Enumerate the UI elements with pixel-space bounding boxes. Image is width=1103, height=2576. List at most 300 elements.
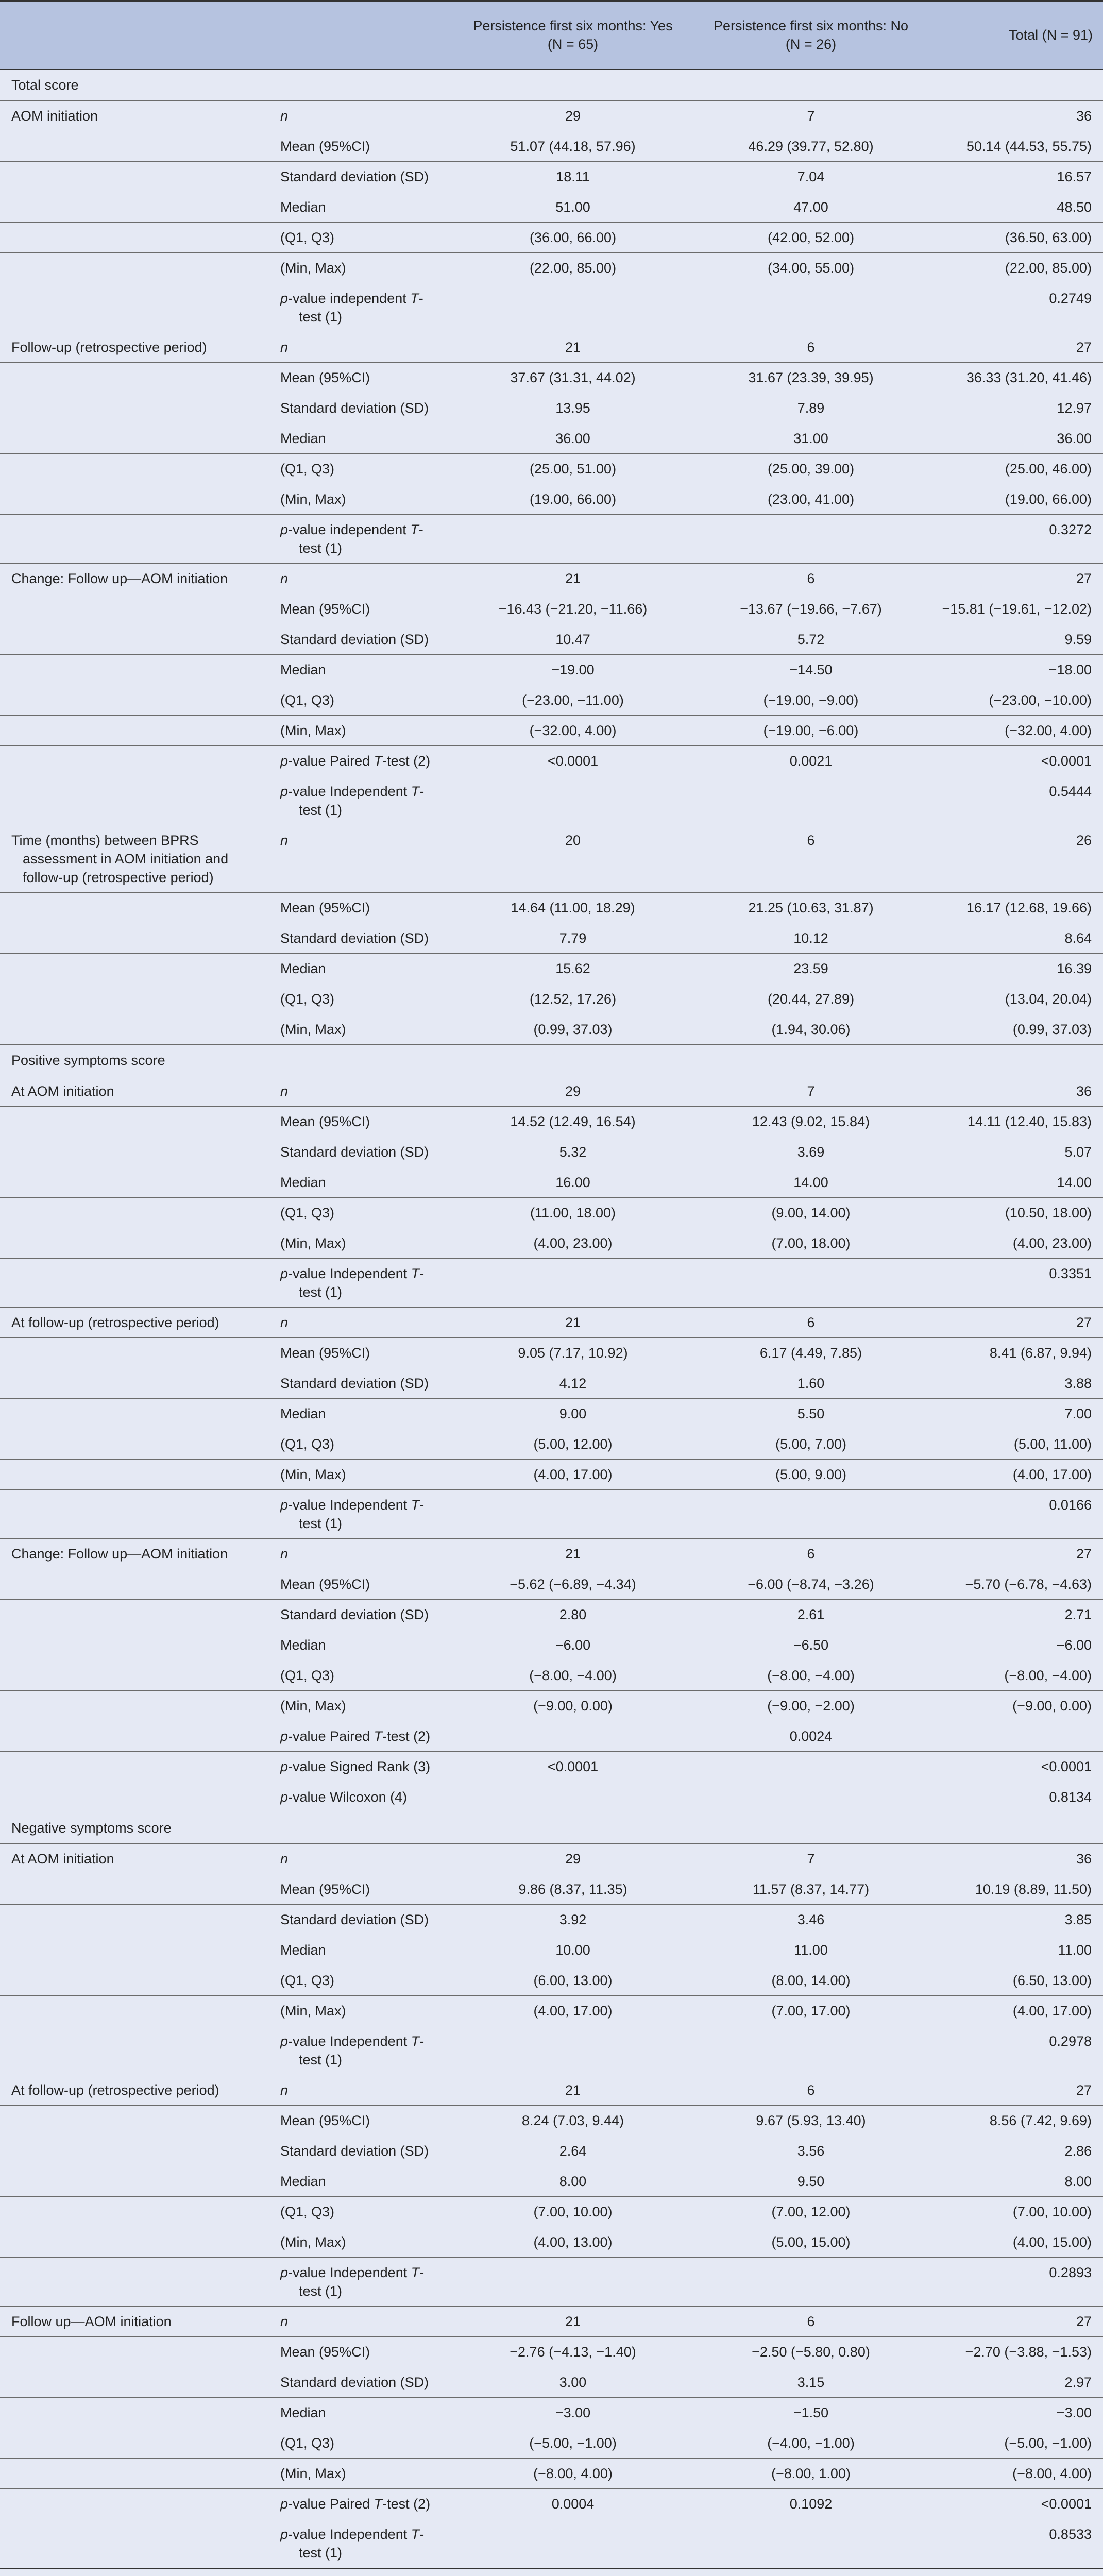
value-total: −18.00 xyxy=(1048,662,1092,677)
group-label xyxy=(0,2136,276,2166)
statistic-label xyxy=(276,1489,453,1538)
value-yes: (12.52, 17.26) xyxy=(529,991,617,1007)
value-total: 8.56 (7.42, 9.69) xyxy=(989,2112,1092,2128)
value-no: (−8.00, −4.00) xyxy=(767,1667,855,1683)
value-yes: 5.32 xyxy=(559,1144,587,1160)
value-yes: (−9.00, 0.00) xyxy=(533,1698,613,1714)
value-yes xyxy=(453,776,692,825)
value-no: (42.00, 52.00) xyxy=(767,229,855,245)
value-yes: (−5.00, −1.00) xyxy=(529,2435,617,2451)
table-row xyxy=(0,2336,1103,2367)
table-row xyxy=(0,1995,1103,2026)
value-yes: 21 xyxy=(565,570,581,586)
table-row xyxy=(0,1368,1103,1398)
table-row xyxy=(0,2488,1103,2519)
value-total: <0.0001 xyxy=(1041,1758,1092,1774)
value-total: 16.17 (12.68, 19.66) xyxy=(966,900,1092,916)
statistic-label: (Q1, Q3) xyxy=(280,1436,335,1452)
value-total: 0.8533 xyxy=(1049,2526,1092,2542)
value-total: 27 xyxy=(1076,2313,1092,2329)
group-label xyxy=(0,1489,276,1538)
value-total: 5.07 xyxy=(1064,1144,1092,1160)
value-total: (0.99, 37.03) xyxy=(1012,1021,1092,1037)
table-row xyxy=(0,2196,1103,2227)
value-total: (−8.00, 4.00) xyxy=(1012,2465,1092,2481)
value-total: 14.11 (12.40, 15.83) xyxy=(967,1113,1092,1129)
statistic-text: -value Independent T-test (1) xyxy=(288,2526,425,2561)
value-yes: <0.0001 xyxy=(547,753,599,769)
value-no: 46.29 (39.77, 52.80) xyxy=(748,138,874,154)
table-row xyxy=(0,283,1103,332)
table-row xyxy=(0,1965,1103,1995)
value-total: (4.00, 15.00) xyxy=(1012,2234,1092,2250)
value-yes: 21 xyxy=(565,2082,581,2098)
group-label xyxy=(0,1228,276,1258)
value-total: (25.00, 46.00) xyxy=(1005,461,1092,477)
section-title: Positive symptoms score xyxy=(11,1052,165,1068)
value-total: (22.00, 85.00) xyxy=(1005,260,1092,276)
value-no: (−19.00, −9.00) xyxy=(763,692,859,708)
value-total: −6.00 xyxy=(1056,1637,1092,1653)
table-row xyxy=(0,393,1103,423)
statistic-label: Standard deviation (SD) xyxy=(280,168,429,184)
group-label xyxy=(0,1935,276,1965)
value-total: 0.2893 xyxy=(1049,2264,1092,2280)
value-total: 0.3351 xyxy=(1049,1265,1092,1281)
value-yes: 9.00 xyxy=(559,1405,587,1421)
statistic-label: Median xyxy=(280,1942,326,1958)
value-no: −14.50 xyxy=(789,662,833,677)
group-label: At follow-up (retrospective period) xyxy=(11,1314,219,1330)
group-label xyxy=(0,1599,276,1630)
group-label xyxy=(0,984,276,1014)
value-no: 7.04 xyxy=(797,168,825,184)
value-no: 6 xyxy=(807,1546,815,1562)
statistic-label: Mean (95%CI) xyxy=(280,1881,370,1897)
value-total: (−8.00, −4.00) xyxy=(1004,1667,1092,1683)
value-yes: (19.00, 66.00) xyxy=(529,491,617,507)
value-no xyxy=(692,2257,929,2306)
statistic-label: Median xyxy=(280,2404,326,2420)
statistic-label: n xyxy=(280,108,289,124)
table-row xyxy=(0,332,1103,362)
value-yes: 2.80 xyxy=(559,1606,587,1622)
value-no: 0.0024 xyxy=(789,1728,833,1744)
group-label xyxy=(0,1751,276,1782)
table-row xyxy=(0,563,1103,594)
statistic-label: Median xyxy=(280,1637,326,1653)
group-label xyxy=(0,192,276,222)
header-persistence-yes xyxy=(453,1,692,69)
value-no: (−19.00, −6.00) xyxy=(763,722,859,738)
statistic-text: -value Independent T-test (1) xyxy=(288,2033,425,2067)
value-no: 12.43 (9.02, 15.84) xyxy=(752,1113,870,1129)
table-header xyxy=(0,1,1103,69)
group-label xyxy=(0,1904,276,1935)
group-label xyxy=(0,1197,276,1228)
value-yes xyxy=(453,1258,692,1307)
group-label xyxy=(0,2257,276,2306)
table-row xyxy=(0,1782,1103,1812)
statistic-label xyxy=(276,2257,453,2306)
statistic-text: -value Paired T-test (2) xyxy=(288,753,431,769)
group-label: Change: Follow up—AOM initiation xyxy=(11,570,228,586)
value-yes: (22.00, 85.00) xyxy=(529,260,617,276)
statistic-label: (Q1, Q3) xyxy=(280,2435,335,2451)
group-label xyxy=(0,252,276,283)
value-yes: (36.00, 66.00) xyxy=(529,229,617,245)
value-yes: (5.00, 12.00) xyxy=(533,1436,613,1452)
table-row xyxy=(0,1014,1103,1044)
group-label xyxy=(0,2458,276,2488)
value-yes: −2.76 (−4.13, −1.40) xyxy=(510,2344,636,2360)
value-total: 0.8134 xyxy=(1049,1789,1092,1805)
value-total: (4.00, 17.00) xyxy=(1012,1466,1092,1482)
value-yes: (11.00, 18.00) xyxy=(530,1205,616,1221)
value-no xyxy=(692,2519,929,2568)
header-blank-2 xyxy=(276,1,453,69)
p-symbol: p xyxy=(280,1789,289,1805)
value-no: (1.94, 30.06) xyxy=(771,1021,851,1037)
group-label xyxy=(0,2397,276,2428)
value-total: 2.71 xyxy=(1064,1606,1092,1622)
statistic-label: n xyxy=(280,2313,289,2329)
table-row xyxy=(0,1307,1103,1337)
table-row xyxy=(0,1690,1103,1721)
table-row xyxy=(0,484,1103,514)
p-symbol: p xyxy=(280,2526,289,2542)
value-total: 27 xyxy=(1076,1314,1092,1330)
statistic-label: Median xyxy=(280,960,326,976)
table-row xyxy=(0,1751,1103,1782)
table-row xyxy=(0,715,1103,745)
table-row xyxy=(0,594,1103,624)
value-total: 3.88 xyxy=(1064,1375,1092,1391)
value-no: (−9.00, −2.00) xyxy=(767,1698,855,1714)
value-total: 27 xyxy=(1076,2082,1092,2098)
group-label xyxy=(0,1569,276,1599)
statistic-label: Mean (95%CI) xyxy=(280,1345,370,1361)
table-row xyxy=(0,953,1103,984)
statistic-label: (Q1, Q3) xyxy=(280,692,335,708)
value-total: −2.70 (−3.88, −1.53) xyxy=(965,2344,1092,2360)
statistic-label xyxy=(276,1258,453,1307)
statistic-text: -value Independent T-test (1) xyxy=(288,1497,425,1531)
group-label xyxy=(0,1337,276,1368)
table-row xyxy=(0,2367,1103,2397)
value-no: 9.67 (5.93, 13.40) xyxy=(756,2112,866,2128)
table-row xyxy=(0,923,1103,953)
value-total: 7.00 xyxy=(1064,1405,1092,1421)
table-row xyxy=(0,423,1103,453)
statistic-label: (Min, Max) xyxy=(280,2234,346,2250)
table-row xyxy=(0,2397,1103,2428)
header-no-label: Persistence first six months: No xyxy=(713,18,909,33)
value-yes: 16.00 xyxy=(555,1174,590,1190)
table-row xyxy=(0,1106,1103,1137)
value-total: 36 xyxy=(1076,108,1092,124)
statistic-label: n xyxy=(280,339,289,355)
header-yes-n: (N = 65) xyxy=(547,36,599,52)
value-no: (20.44, 27.89) xyxy=(767,991,855,1007)
table-row xyxy=(0,2075,1103,2105)
value-total: (10.50, 18.00) xyxy=(1005,1205,1092,1221)
value-no: 11.57 (8.37, 14.77) xyxy=(752,1881,870,1897)
value-no: 21.25 (10.63, 31.87) xyxy=(748,900,874,916)
statistic-text: -value independent T-test (1) xyxy=(288,521,423,556)
value-yes: (−23.00, −11.00) xyxy=(522,692,624,708)
group-label xyxy=(0,654,276,685)
statistic-label: (Min, Max) xyxy=(280,1466,346,1482)
header-total-label: Total xyxy=(1009,27,1039,43)
statistic-label: Standard deviation (SD) xyxy=(280,1606,429,1622)
value-total xyxy=(929,1721,1103,1751)
value-total: −5.70 (−6.78, −4.63) xyxy=(965,1576,1092,1592)
section-row xyxy=(0,1044,1103,1076)
p-symbol: p xyxy=(280,2264,289,2280)
value-total: 16.39 xyxy=(1057,960,1092,976)
value-total: 0.3272 xyxy=(1049,521,1092,537)
p-symbol: p xyxy=(280,521,289,537)
group-label xyxy=(0,1630,276,1660)
value-yes: −16.43 (−21.20, −11.66) xyxy=(498,601,648,617)
table-row xyxy=(0,745,1103,776)
value-no: (5.00, 15.00) xyxy=(771,2234,851,2250)
value-total: 26 xyxy=(1076,832,1092,848)
value-total: 0.2978 xyxy=(1049,2033,1092,2049)
p-symbol: p xyxy=(280,1758,289,1774)
table-row xyxy=(0,1429,1103,1459)
value-total: 48.50 xyxy=(1057,199,1092,215)
table-row xyxy=(0,1569,1103,1599)
statistic-label: (Min, Max) xyxy=(280,1698,346,1714)
value-total: (4.00, 23.00) xyxy=(1012,1235,1092,1251)
statistic-label: Median xyxy=(280,430,326,446)
table-row xyxy=(0,1337,1103,1368)
group-label xyxy=(0,2166,276,2196)
statistic-label: (Min, Max) xyxy=(280,260,346,276)
value-total: 8.00 xyxy=(1064,2173,1092,2189)
value-no: (−4.00, −1.00) xyxy=(767,2435,855,2451)
group-label: AOM initiation xyxy=(11,108,98,124)
value-total: (−5.00, −1.00) xyxy=(1004,2435,1092,2451)
value-total: (13.04, 20.04) xyxy=(1005,991,1092,1007)
value-total: 0.0166 xyxy=(1049,1497,1092,1513)
value-no xyxy=(692,1489,929,1538)
table-row xyxy=(0,2458,1103,2488)
group-label xyxy=(0,453,276,484)
table-row xyxy=(0,453,1103,484)
value-no: 9.50 xyxy=(797,2173,825,2189)
table-row xyxy=(0,252,1103,283)
group-label xyxy=(0,1459,276,1489)
table-row xyxy=(0,2306,1103,2336)
value-no: (7.00, 17.00) xyxy=(771,2003,851,2019)
value-yes: 37.67 (31.31, 44.02) xyxy=(510,369,636,385)
statistic-label: Standard deviation (SD) xyxy=(280,930,429,946)
statistic-label: (Q1, Q3) xyxy=(280,229,335,245)
value-no: −2.50 (−5.80, 0.80) xyxy=(752,2344,870,2360)
value-yes: 21 xyxy=(565,2313,581,2329)
value-no: 5.72 xyxy=(797,631,825,647)
value-no: 7.89 xyxy=(797,400,825,416)
value-total: 36 xyxy=(1076,1851,1092,1867)
value-yes: 10.47 xyxy=(555,631,590,647)
table-row xyxy=(0,362,1103,393)
table-row xyxy=(0,1076,1103,1106)
statistic-label: n xyxy=(280,1083,289,1099)
statistic-label: n xyxy=(280,1851,289,1867)
table-row xyxy=(0,776,1103,825)
table-row xyxy=(0,222,1103,252)
group-label: At AOM initiation xyxy=(11,1083,114,1099)
group-label xyxy=(0,514,276,563)
statistic-label: Mean (95%CI) xyxy=(280,138,370,154)
statistic-label: n xyxy=(280,1314,289,1330)
value-no xyxy=(692,514,929,563)
value-yes: 9.86 (8.37, 11.35) xyxy=(518,1881,627,1897)
statistic-label xyxy=(276,745,453,776)
group-label xyxy=(0,1106,276,1137)
statistic-label xyxy=(276,514,453,563)
p-symbol: p xyxy=(280,290,289,306)
value-no: 31.67 (23.39, 39.95) xyxy=(748,369,874,385)
section-title: Total score xyxy=(11,77,79,93)
statistic-label xyxy=(276,2519,453,2568)
value-no: 6 xyxy=(807,1314,815,1330)
value-total: 27 xyxy=(1076,339,1092,355)
statistic-label: Mean (95%CI) xyxy=(280,1576,370,1592)
value-yes: 3.92 xyxy=(559,1911,587,1927)
statistic-text: -value Independent T-test (1) xyxy=(288,1265,425,1300)
value-yes: (6.00, 13.00) xyxy=(533,1972,613,1988)
value-total: 50.14 (44.53, 55.75) xyxy=(966,138,1092,154)
p-symbol: p xyxy=(280,2033,289,2049)
table-row xyxy=(0,1874,1103,1904)
statistic-label: Median xyxy=(280,199,326,215)
value-yes: 14.52 (12.49, 16.54) xyxy=(510,1113,636,1129)
value-total: (4.00, 17.00) xyxy=(1012,2003,1092,2019)
header-no-n: (N = 26) xyxy=(785,36,837,52)
table-row xyxy=(0,1228,1103,1258)
statistic-label: Median xyxy=(280,662,326,677)
statistic-label: (Q1, Q3) xyxy=(280,1667,335,1683)
group-label xyxy=(0,1368,276,1398)
value-yes: 7.79 xyxy=(559,930,587,946)
group-label xyxy=(0,222,276,252)
statistic-label: Mean (95%CI) xyxy=(280,2344,370,2360)
group-label xyxy=(0,953,276,984)
value-yes: 18.11 xyxy=(556,168,590,184)
value-total: 3.85 xyxy=(1064,1911,1092,1927)
statistic-label: n xyxy=(280,1546,289,1562)
value-total: 10.19 (8.89, 11.50) xyxy=(975,1881,1092,1897)
group-label xyxy=(0,2026,276,2075)
value-no: 3.69 xyxy=(797,1144,825,1160)
statistic-label: (Q1, Q3) xyxy=(280,991,335,1007)
header-yes-label: Persistence first six months: Yes xyxy=(473,18,673,33)
group-label xyxy=(0,624,276,654)
statistic-label: (Min, Max) xyxy=(280,1021,346,1037)
group-label xyxy=(0,745,276,776)
table-row xyxy=(0,1459,1103,1489)
group-label xyxy=(0,283,276,332)
value-no: 11.00 xyxy=(794,1942,828,1958)
group-label xyxy=(0,393,276,423)
value-yes: (−8.00, −4.00) xyxy=(529,1667,617,1683)
value-total: −15.81 (−19.61, −12.02) xyxy=(942,601,1092,617)
group-label xyxy=(0,715,276,745)
table-row xyxy=(0,685,1103,715)
statistic-text: -value Independent T-test (1) xyxy=(288,2264,425,2299)
group-label xyxy=(0,1721,276,1751)
table-row xyxy=(0,1599,1103,1630)
group-label: Time (months) between BPRS assessment in AOM initiation and follow-up (retrospective period) xyxy=(11,832,229,885)
value-no: 3.56 xyxy=(797,2143,825,2159)
value-no: (7.00, 12.00) xyxy=(771,2204,851,2219)
value-yes: 3.00 xyxy=(559,2374,587,2390)
value-no: 6 xyxy=(807,2082,815,2098)
value-no xyxy=(692,1751,929,1782)
statistic-label: Standard deviation (SD) xyxy=(280,1375,429,1391)
value-yes: 10.00 xyxy=(555,1942,590,1958)
value-yes: (25.00, 51.00) xyxy=(529,461,617,477)
value-total: (−23.00, −10.00) xyxy=(989,692,1092,708)
value-yes xyxy=(453,2519,692,2568)
value-no: 3.15 xyxy=(797,2374,825,2390)
value-no: 0.0021 xyxy=(789,753,833,769)
header-total xyxy=(929,1,1103,69)
table-row xyxy=(0,1258,1103,1307)
table-row xyxy=(0,192,1103,222)
statistic-label xyxy=(276,283,453,332)
value-no: 31.00 xyxy=(793,430,828,446)
group-label xyxy=(0,1137,276,1167)
value-yes: <0.0001 xyxy=(547,1758,599,1774)
table-row xyxy=(0,2136,1103,2166)
statistic-text: -value Wilcoxon (4) xyxy=(288,1789,408,1805)
table-row xyxy=(0,2026,1103,2075)
value-total: <0.0001 xyxy=(1041,2496,1092,2512)
value-yes: 36.00 xyxy=(555,430,590,446)
table-row xyxy=(0,131,1103,161)
value-total: 27 xyxy=(1076,1546,1092,1562)
group-label: At follow-up (retrospective period) xyxy=(11,2082,219,2098)
group-label xyxy=(0,423,276,453)
value-no: 2.61 xyxy=(797,1606,825,1622)
value-total: (−9.00, 0.00) xyxy=(1012,1698,1092,1714)
table-row xyxy=(0,825,1103,892)
value-yes xyxy=(453,514,692,563)
value-no: 6 xyxy=(807,339,815,355)
value-yes: 20 xyxy=(565,832,581,848)
table-row xyxy=(0,1137,1103,1167)
value-yes: 14.64 (11.00, 18.29) xyxy=(511,900,635,916)
group-label: Change: Follow up—AOM initiation xyxy=(11,1546,228,1562)
group-label: Follow-up (retrospective period) xyxy=(11,339,207,355)
group-label xyxy=(0,2367,276,2397)
value-total: 9.59 xyxy=(1064,631,1092,647)
value-no: (−8.00, 1.00) xyxy=(771,2465,851,2481)
value-no: −6.50 xyxy=(793,1637,829,1653)
value-no: 23.59 xyxy=(793,960,828,976)
p-symbol: p xyxy=(280,2496,289,2512)
statistic-text: -value independent T-test (1) xyxy=(288,290,423,325)
value-no: 6 xyxy=(807,2313,815,2329)
value-yes: 29 xyxy=(565,1083,581,1099)
statistic-label: (Min, Max) xyxy=(280,2465,346,2481)
table-row xyxy=(0,2257,1103,2306)
